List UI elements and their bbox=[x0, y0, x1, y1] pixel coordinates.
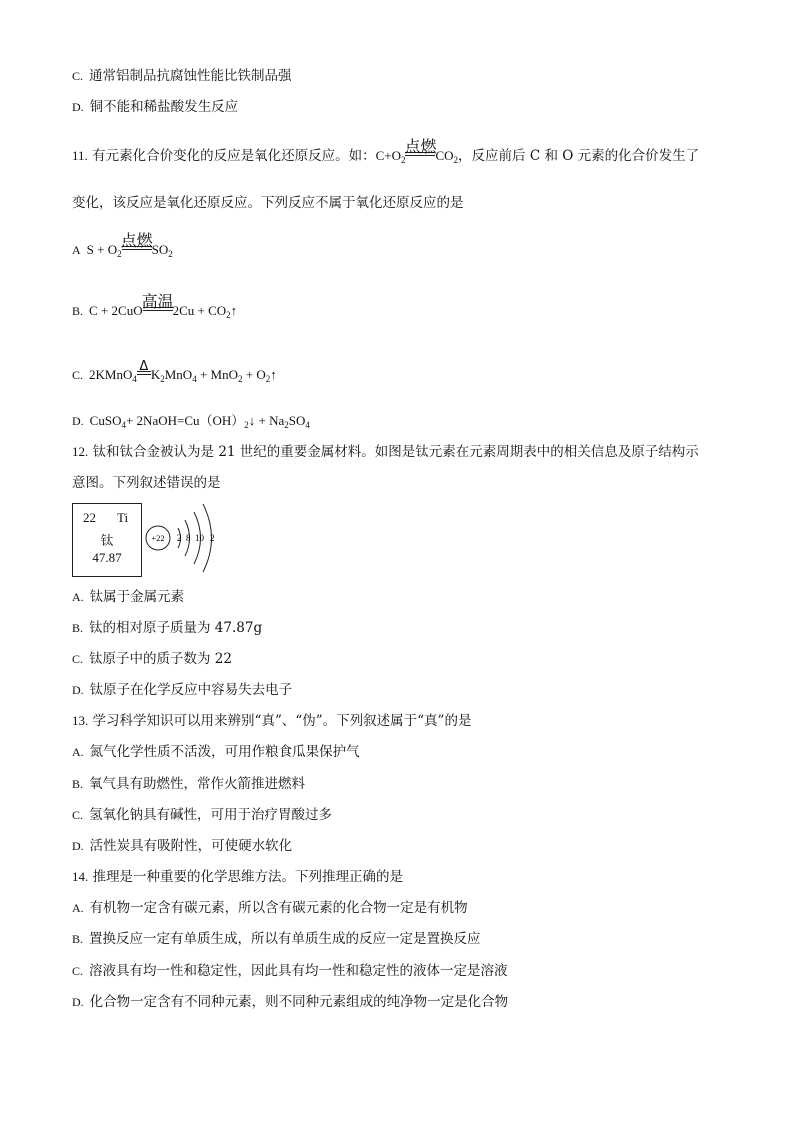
q14-option-c bbox=[72, 962, 508, 980]
rhs: MnO bbox=[164, 367, 193, 382]
option-label: C. bbox=[72, 652, 84, 666]
subscript: 2 bbox=[168, 249, 173, 259]
option-label: C. bbox=[72, 964, 84, 978]
subscript: 2 bbox=[226, 310, 231, 320]
q10-option-d bbox=[72, 98, 238, 116]
q11-option-b bbox=[72, 292, 238, 320]
q11-option-c bbox=[72, 359, 277, 384]
atomic-mass: 47.87 bbox=[92, 550, 122, 565]
q13-option-a bbox=[72, 743, 360, 761]
option-label: C. bbox=[72, 808, 84, 822]
element-symbol: Ti bbox=[117, 510, 129, 525]
reactants: C+O bbox=[375, 148, 401, 163]
reaction-condition bbox=[137, 359, 151, 384]
rhs: 2Cu + CO bbox=[172, 303, 227, 318]
option-label: D. bbox=[72, 683, 84, 697]
subscript: 2 bbox=[117, 249, 122, 259]
option-text: 氧气具有助燃性，常作火箭推进燃料 bbox=[89, 776, 306, 792]
option-label: A. bbox=[72, 745, 84, 759]
option-text: 氮气化学性质不活泼，可用作粮食瓜果保护气 bbox=[89, 744, 360, 760]
option-label: B. bbox=[72, 304, 84, 318]
question-number: 11. bbox=[72, 148, 88, 163]
q12-option-c bbox=[72, 650, 232, 668]
shell-electron-count: 2 bbox=[210, 533, 215, 543]
option-label: D. bbox=[72, 100, 84, 114]
subscript: 4 bbox=[192, 374, 197, 384]
gas-arrow: ↑ bbox=[270, 367, 277, 382]
q12-option-b bbox=[72, 619, 262, 637]
condition-text: Δ bbox=[139, 359, 149, 374]
option-text: 活性炭具有吸附性，可使硬水软化 bbox=[89, 838, 293, 854]
q13-option-b bbox=[72, 775, 305, 793]
q12-stem-line2 bbox=[72, 474, 221, 492]
condition-text: 高温 bbox=[141, 292, 174, 311]
atomic-structure-diagram bbox=[142, 500, 224, 580]
reaction-condition bbox=[141, 292, 174, 320]
subscript: 4 bbox=[132, 374, 137, 384]
lhs: S + O bbox=[86, 242, 118, 257]
option-label: D. bbox=[72, 995, 84, 1009]
gas-arrow: ↑ bbox=[230, 303, 238, 318]
option-text: 钛的相对原子质量为 47.87g bbox=[89, 620, 263, 636]
question-stem: 有元素化合价变化的反应是氧化还原反应。如： bbox=[92, 148, 376, 164]
option-label: B. bbox=[72, 621, 84, 635]
option-text: 溶液具有均一性和稳定性，因此具有均一性和稳定性的液体一定是溶液 bbox=[89, 963, 508, 979]
q12-stem-line1 bbox=[72, 443, 699, 461]
shell-electron-count: 8 bbox=[186, 533, 191, 543]
lhs: 2KMnO bbox=[89, 367, 133, 382]
reaction-condition bbox=[404, 137, 437, 165]
rhs: + MnO bbox=[196, 367, 238, 382]
q14-option-d bbox=[72, 993, 508, 1011]
formula: ↓ + Na bbox=[248, 413, 285, 428]
q13-option-c bbox=[72, 806, 332, 824]
q11-option-d bbox=[72, 412, 310, 430]
shell-electron-count: 2 bbox=[177, 533, 182, 543]
condition-text: 点燃 bbox=[120, 231, 153, 250]
element-name: 钛 bbox=[100, 534, 114, 549]
question-number: 12. bbox=[72, 444, 89, 459]
subscript: 2 bbox=[237, 374, 243, 384]
option-label: D. bbox=[72, 414, 84, 428]
question-stem: 学习科学知识可以用来辨别“真”、“伪”。下列叙述属于“真”的是 bbox=[92, 713, 472, 729]
formula: + 2NaOH=Cu（OH） bbox=[125, 413, 245, 428]
q12-option-d bbox=[72, 681, 292, 699]
subscript: 2 bbox=[453, 155, 459, 165]
option-text: 通常铝制品抗腐蚀性能比铁制品强 bbox=[89, 68, 292, 84]
q14-option-a bbox=[72, 899, 468, 917]
subscript: 4 bbox=[121, 420, 126, 430]
option-label: A bbox=[72, 243, 81, 257]
subscript: 2 bbox=[160, 374, 165, 384]
periodic-table-cell bbox=[72, 503, 142, 577]
option-text: 钛属于金属元素 bbox=[89, 589, 185, 605]
q13-stem bbox=[72, 712, 471, 730]
subscript: 2 bbox=[244, 420, 249, 430]
option-label: A. bbox=[72, 901, 84, 915]
lhs: C + 2CuO bbox=[89, 303, 143, 318]
question-stem-post: ，反应前后 C 和 O 元素的化合价发生了 bbox=[458, 148, 700, 164]
rhs: + O bbox=[242, 367, 266, 382]
product: CO bbox=[435, 148, 454, 163]
subscript: 2 bbox=[400, 155, 406, 165]
shell-electron-count: 10 bbox=[195, 533, 204, 543]
formula: CuSO bbox=[89, 413, 122, 428]
question-number: 14. bbox=[72, 869, 89, 884]
option-text: 钛原子在化学反应中容易失去电子 bbox=[89, 682, 293, 698]
q14-stem bbox=[72, 868, 403, 886]
nucleus-charge: +22 bbox=[151, 533, 165, 543]
rhs: K bbox=[150, 367, 161, 382]
q12-option-a bbox=[72, 588, 184, 606]
rhs: SO bbox=[151, 242, 169, 257]
condition-text: 点燃 bbox=[404, 137, 437, 156]
subscript: 2 bbox=[284, 420, 289, 430]
q14-option-b bbox=[72, 930, 481, 948]
option-text: 化合物一定含有不同种元素，则不同种元素组成的纯净物一定是化合物 bbox=[89, 994, 509, 1010]
option-text: 铜不能和稀盐酸发生反应 bbox=[89, 99, 239, 115]
option-text: 氢氧化钠具有碱性，可用于治疗胃酸过多 bbox=[89, 807, 333, 823]
subscript: 2 bbox=[265, 374, 271, 384]
option-label: C. bbox=[72, 69, 84, 83]
question-stem: 钛和钛合金被认为是 21 世纪的重要金属材料。如图是钛元素在元素周期表中的相关信息及原子结构示 bbox=[92, 444, 699, 460]
subscript: 4 bbox=[305, 420, 310, 430]
option-label: B. bbox=[72, 932, 84, 946]
atomic-number: 22 bbox=[83, 510, 96, 525]
q10-option-c bbox=[72, 67, 292, 85]
q13-option-d bbox=[72, 837, 292, 855]
option-label: D. bbox=[72, 839, 84, 853]
option-text: 置换反应一定有单质生成，所以有单质生成的反应一定是置换反应 bbox=[89, 931, 481, 947]
q11-option-a bbox=[72, 231, 173, 259]
question-number: 13. bbox=[72, 713, 89, 728]
reaction-condition bbox=[120, 231, 153, 259]
question-stem: 推理是一种重要的化学思维方法。下列推理正确的是 bbox=[92, 869, 404, 885]
question-stem: 变化，该反应是氧化还原反应。下列反应不属于氧化还原反应的是 bbox=[72, 195, 464, 211]
formula: SO bbox=[288, 413, 306, 428]
q11-stem-line2 bbox=[72, 194, 464, 212]
option-label: C. bbox=[72, 368, 84, 382]
option-text: 有机物一定含有碳元素，所以含有碳元素的化合物一定是有机物 bbox=[89, 900, 468, 916]
option-label: A. bbox=[72, 590, 84, 604]
option-label: B. bbox=[72, 777, 84, 791]
q11-stem-line1 bbox=[72, 137, 700, 165]
option-text: 钛原子中的质子数为 22 bbox=[89, 651, 232, 667]
question-stem: 意图。下列叙述错误的是 bbox=[72, 475, 221, 491]
equation-example bbox=[375, 137, 459, 165]
